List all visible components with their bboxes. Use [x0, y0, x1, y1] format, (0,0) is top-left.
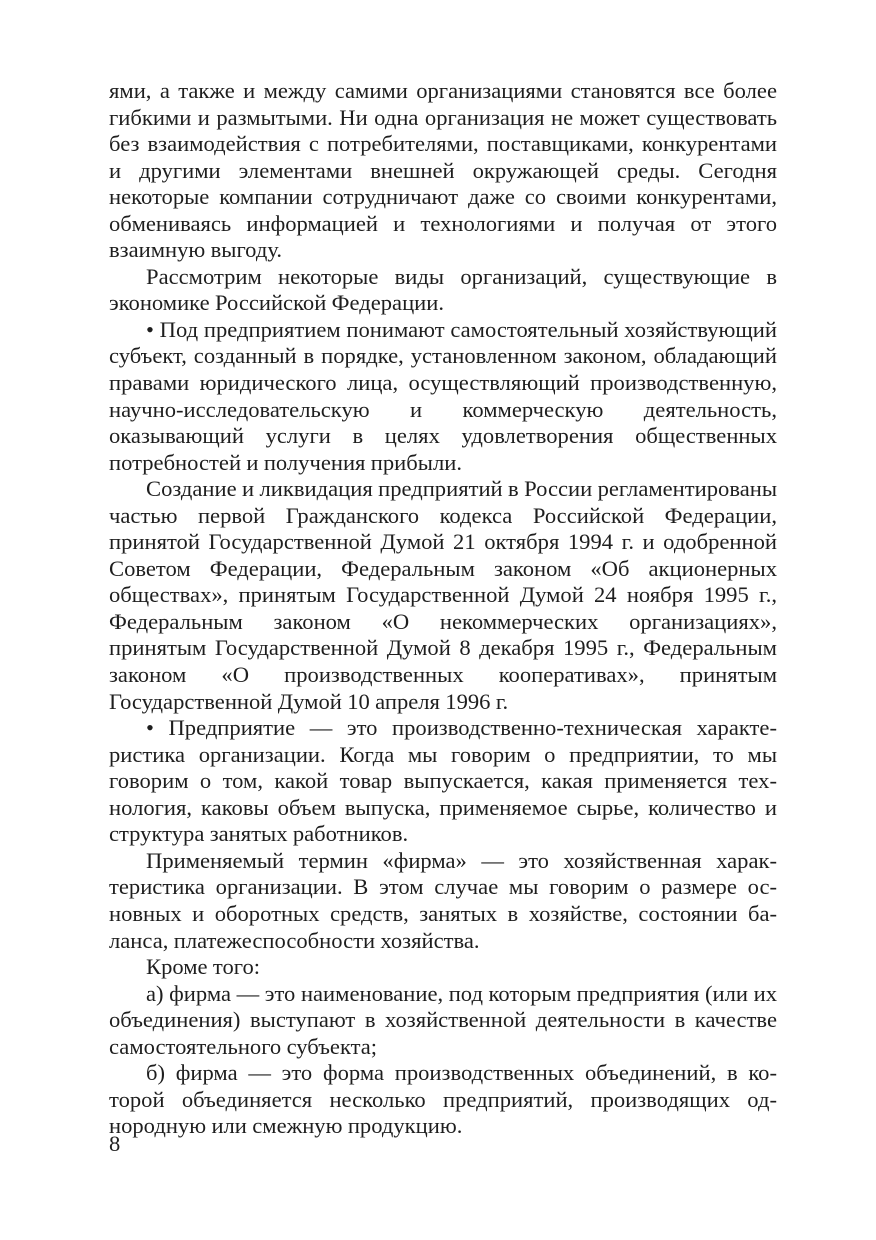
list-item-b: б) фирма — это форма производственных объединений, в которой объединяется несколько предприятий, производящих однородную или смежную продукцию.: [109, 1060, 777, 1139]
paragraph-enterprise-characteristic: • Предприятие — это производственно-техническая характеристика организации. Когда мы говорим о предприятии, то мы говорим о том, какой товар выпускается, какая применяется технология, каковы объем выпуска, применяемое сырье, количество и структура занятых работников.: [109, 715, 777, 847]
list-item-a: а) фирма — это наименование, под которым предприятия (или их объединения) выступают в хозяйственной деятельности в качестве самостоятельного субъекта;: [109, 980, 777, 1059]
paragraph-legal-regulation: Создание и ликвидация предприятий в России регламентированы частью первой Гражданского кодекса Российской Федерации, принятой Государственной Думой 21 октября 1994 г. и одобренной Советом Федерации, Федеральным законом «Об акционерных обществах», принятым Государственной Думой 24 ноября 1995 г., Федеральным законом «О некоммерческих организациях», принятым Государственной Думой 8 декабря 1995 г., Федеральным законом «О производственных кооперативах», принятым Государственной Думой 10 апреля 1996 г.: [109, 476, 777, 714]
paragraph-continuation: ями, а также и между самими организациями становятся все более гибкими и размытыми. Ни одна организация не может существовать без взаимодействия с потребителями, поставщиками, конкурентами и другими элементами внешней окружающей среды. Сегодня некоторые компании сотрудничают даже со своими конкурентами, обмениваясь информацией и технологиями и получая от этого взаимную выгоду.: [109, 78, 777, 263]
paragraph-organization-types: Рассмотрим некоторые виды организаций, существующие в экономике Российской Федерации.: [109, 263, 777, 316]
paragraph-besides: Кроме того:: [146, 954, 261, 980]
page-body: [109, 78, 777, 1140]
paragraph-firm-term: Применяемый термин «фирма» — это хозяйственная характеристика организации. В этом случае мы говорим о размере основных и оборотных средств, занятых в хозяйстве, состоянии баланса, платежеспособности хозяйства.: [109, 847, 777, 953]
paragraph-enterprise-definition: • Под предприятием понимают самостоятельный хозяйствующий субъект, созданный в порядке, установленном законом, обладающий правами юридического лица, осуществляющий производственную, научно-исследовательскую и коммерческую деятельность, оказывающий услуги в целях удовлетворения общественных потребностей и получения прибыли.: [109, 316, 777, 475]
page-number: 8: [109, 1131, 121, 1156]
